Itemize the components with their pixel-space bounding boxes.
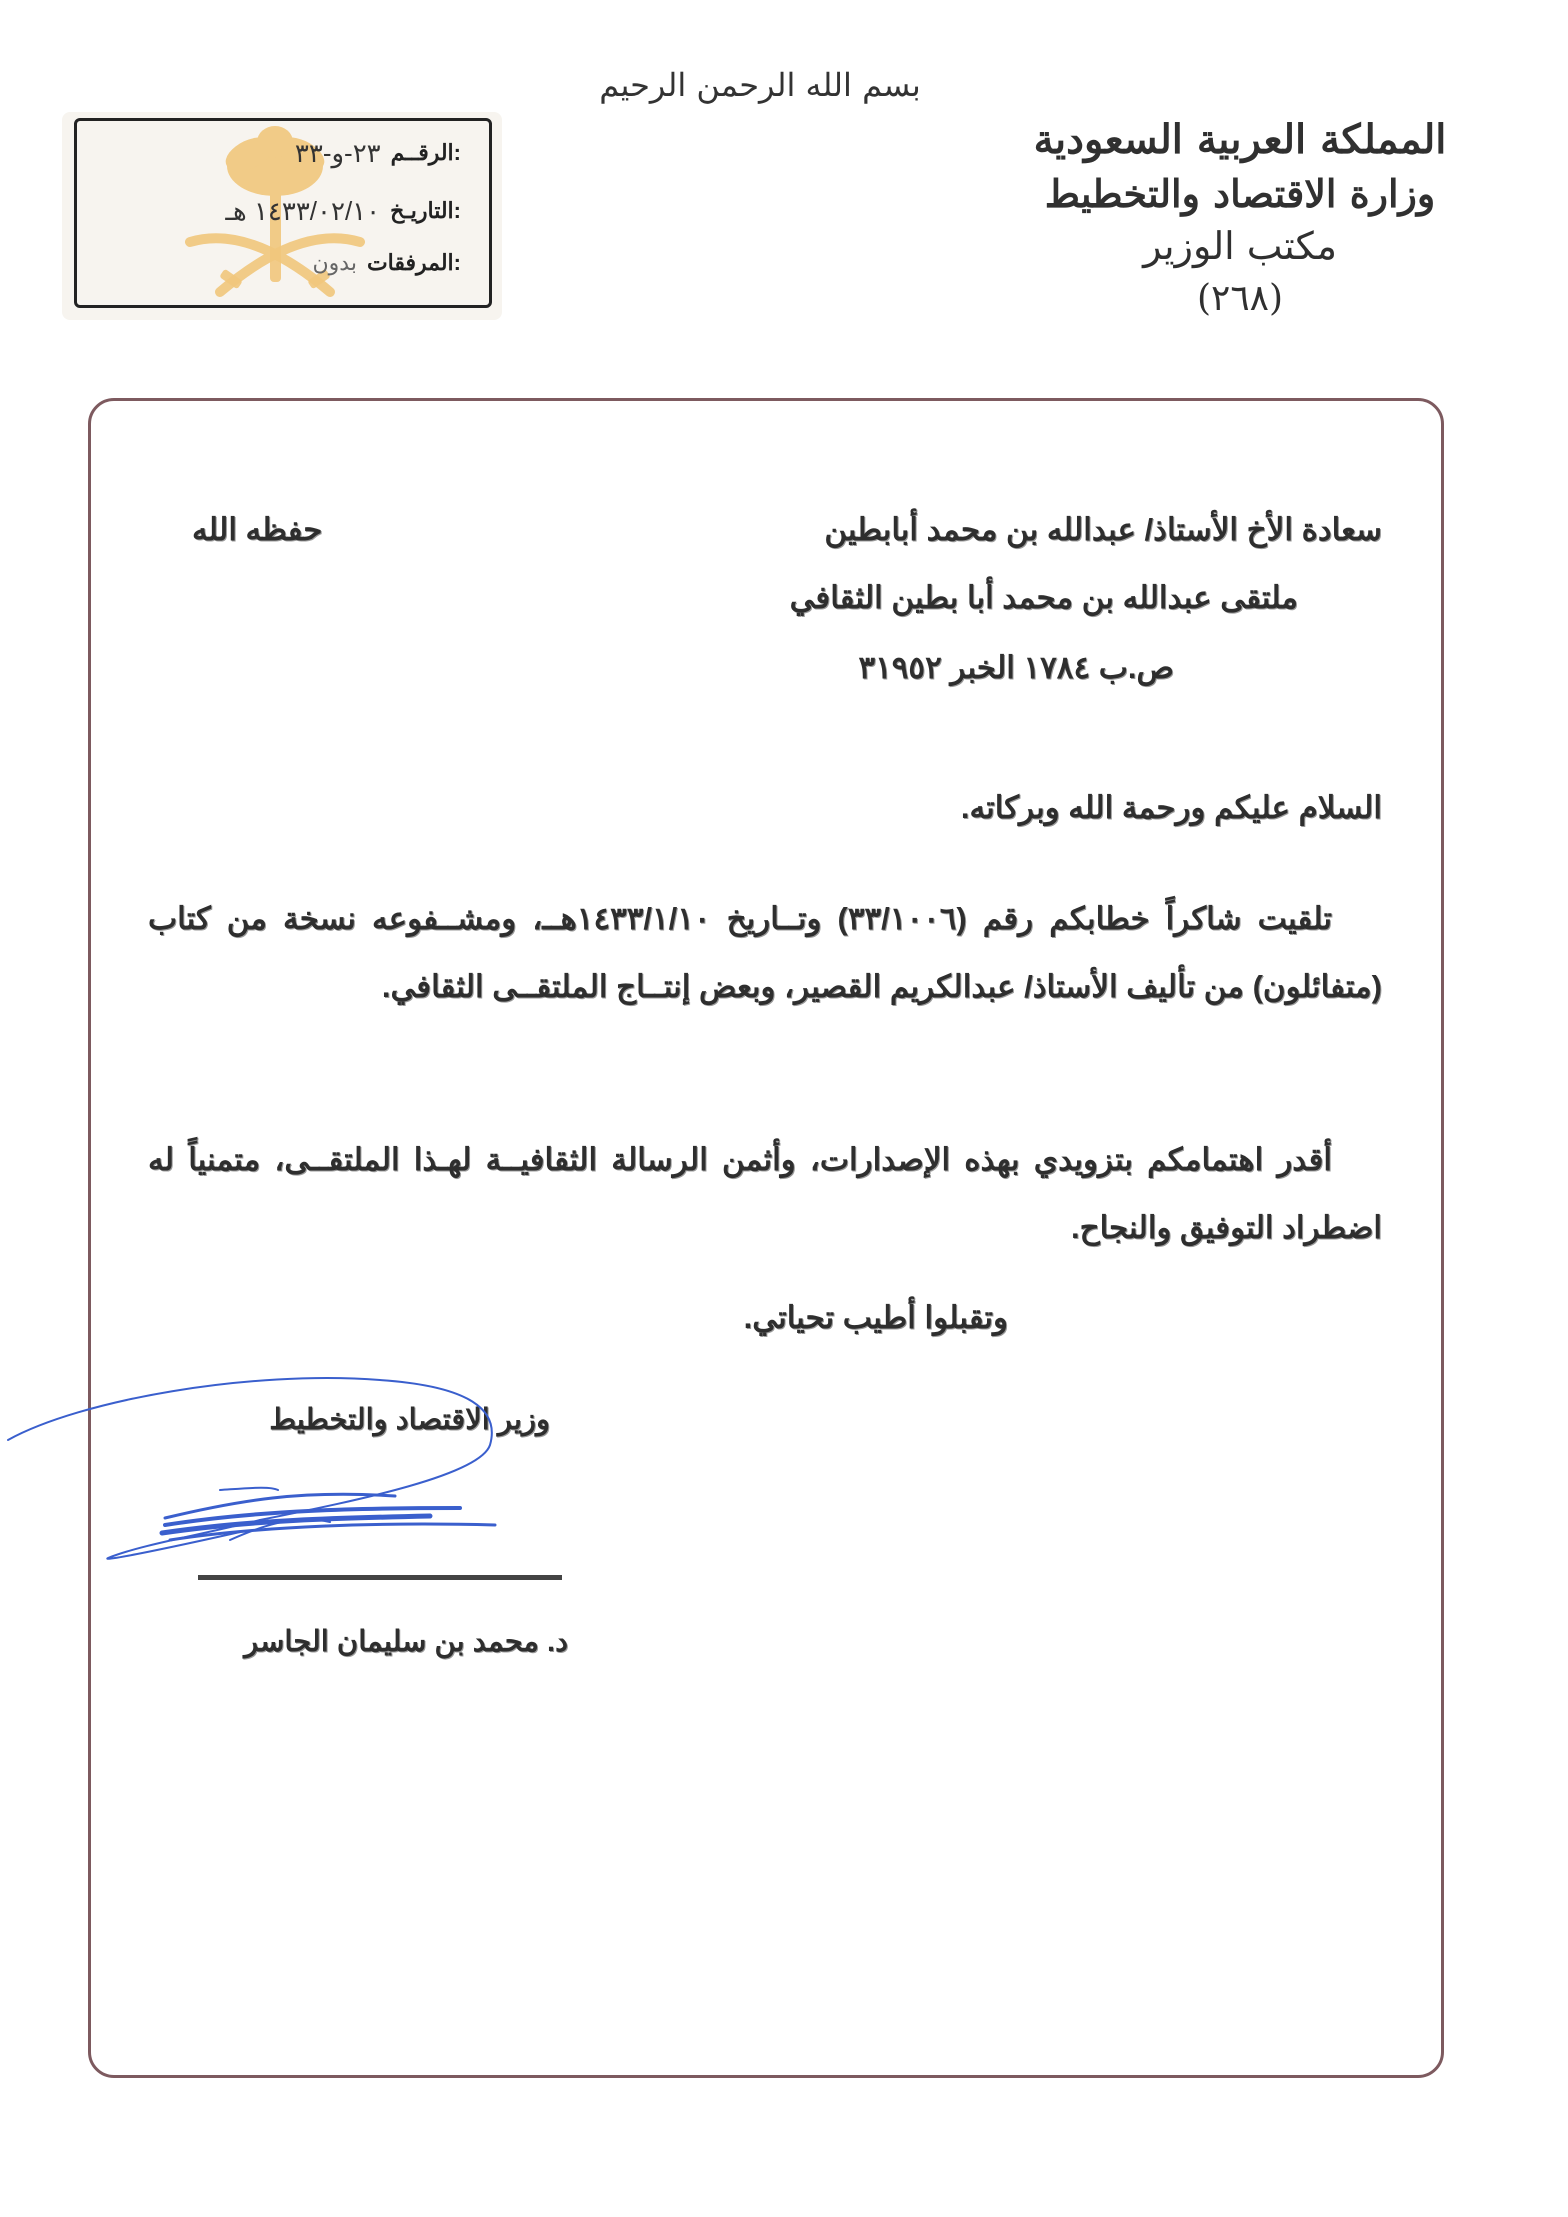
signatory-name: د. محمد بن سليمان الجاسر [244, 1626, 568, 1658]
addressee-line-1: سعادة الأخ الأستاذ/ عبدالله بن محمد أبابطين [824, 512, 1382, 547]
ministry-name: وزارة الاقتصاد والتخطيط [1044, 171, 1436, 216]
reference-date-value: ١٤٣٣/٠٢/١٠ هـ [225, 195, 381, 226]
letterhead [1010, 112, 1470, 326]
reference-number-label: الرقــم: [390, 140, 461, 165]
reference-date-row [91, 191, 461, 231]
closing-line: وتقبلوا أطيب تحياتي. [743, 1300, 1008, 1335]
reference-attachments-row [91, 243, 461, 283]
country-name: المملكة العربية السعودية [1033, 116, 1447, 163]
office-name: مكتب الوزير [1143, 224, 1337, 268]
body-paragraph-2: أقدر اهتمامكم بتزويدي بهذه الإصدارات، وأثمن الرسالة الثقافيــة لهـذا الملتقــى، متمنياً له اضطراد التوفيق والنجاح. [148, 1142, 1382, 1245]
signatory-title: وزير الاقتصاد والتخطيط [269, 1404, 550, 1436]
body-paragraph-1: تلقيت شاكراً خطابكم رقم (٣٣/١٠٠٦) وتــاريخ ١٤٣٣/١/١٠هــ، ومشــفوعه نسخة من كتاب (متفائلون) من تأليف الأستاذ/ عبدالكريم القصير، وبعض إنتــاج الملتقــى الثقافي. [148, 901, 1382, 1004]
greeting: السلام عليكم ورحمة الله وبركاته. [960, 790, 1382, 825]
addressee-address: ص.ب ١٧٨٤ الخبر ٣١٩٥٢ [858, 650, 1174, 685]
reference-attachments-value: بدون [312, 250, 357, 275]
basmala: بسم الله الرحمن الرحيم [599, 66, 921, 104]
reference-number-value: ٢٣-و-٣٣ [294, 137, 381, 168]
addressee-line-2: ملتقى عبدالله بن محمد أبا بطين الثقافي [789, 580, 1298, 615]
signature-underline [198, 1575, 562, 1580]
office-code: (٢٦٨) [1196, 278, 1284, 319]
reference-box [74, 118, 492, 308]
reference-date-label: التاريـخ: [390, 198, 461, 223]
addressee-honorific: حفظه الله [192, 512, 323, 547]
reference-number-row [91, 133, 461, 173]
handwritten-signature-icon [0, 1350, 640, 1600]
reference-attachments-label: المرفقات: [366, 250, 461, 275]
